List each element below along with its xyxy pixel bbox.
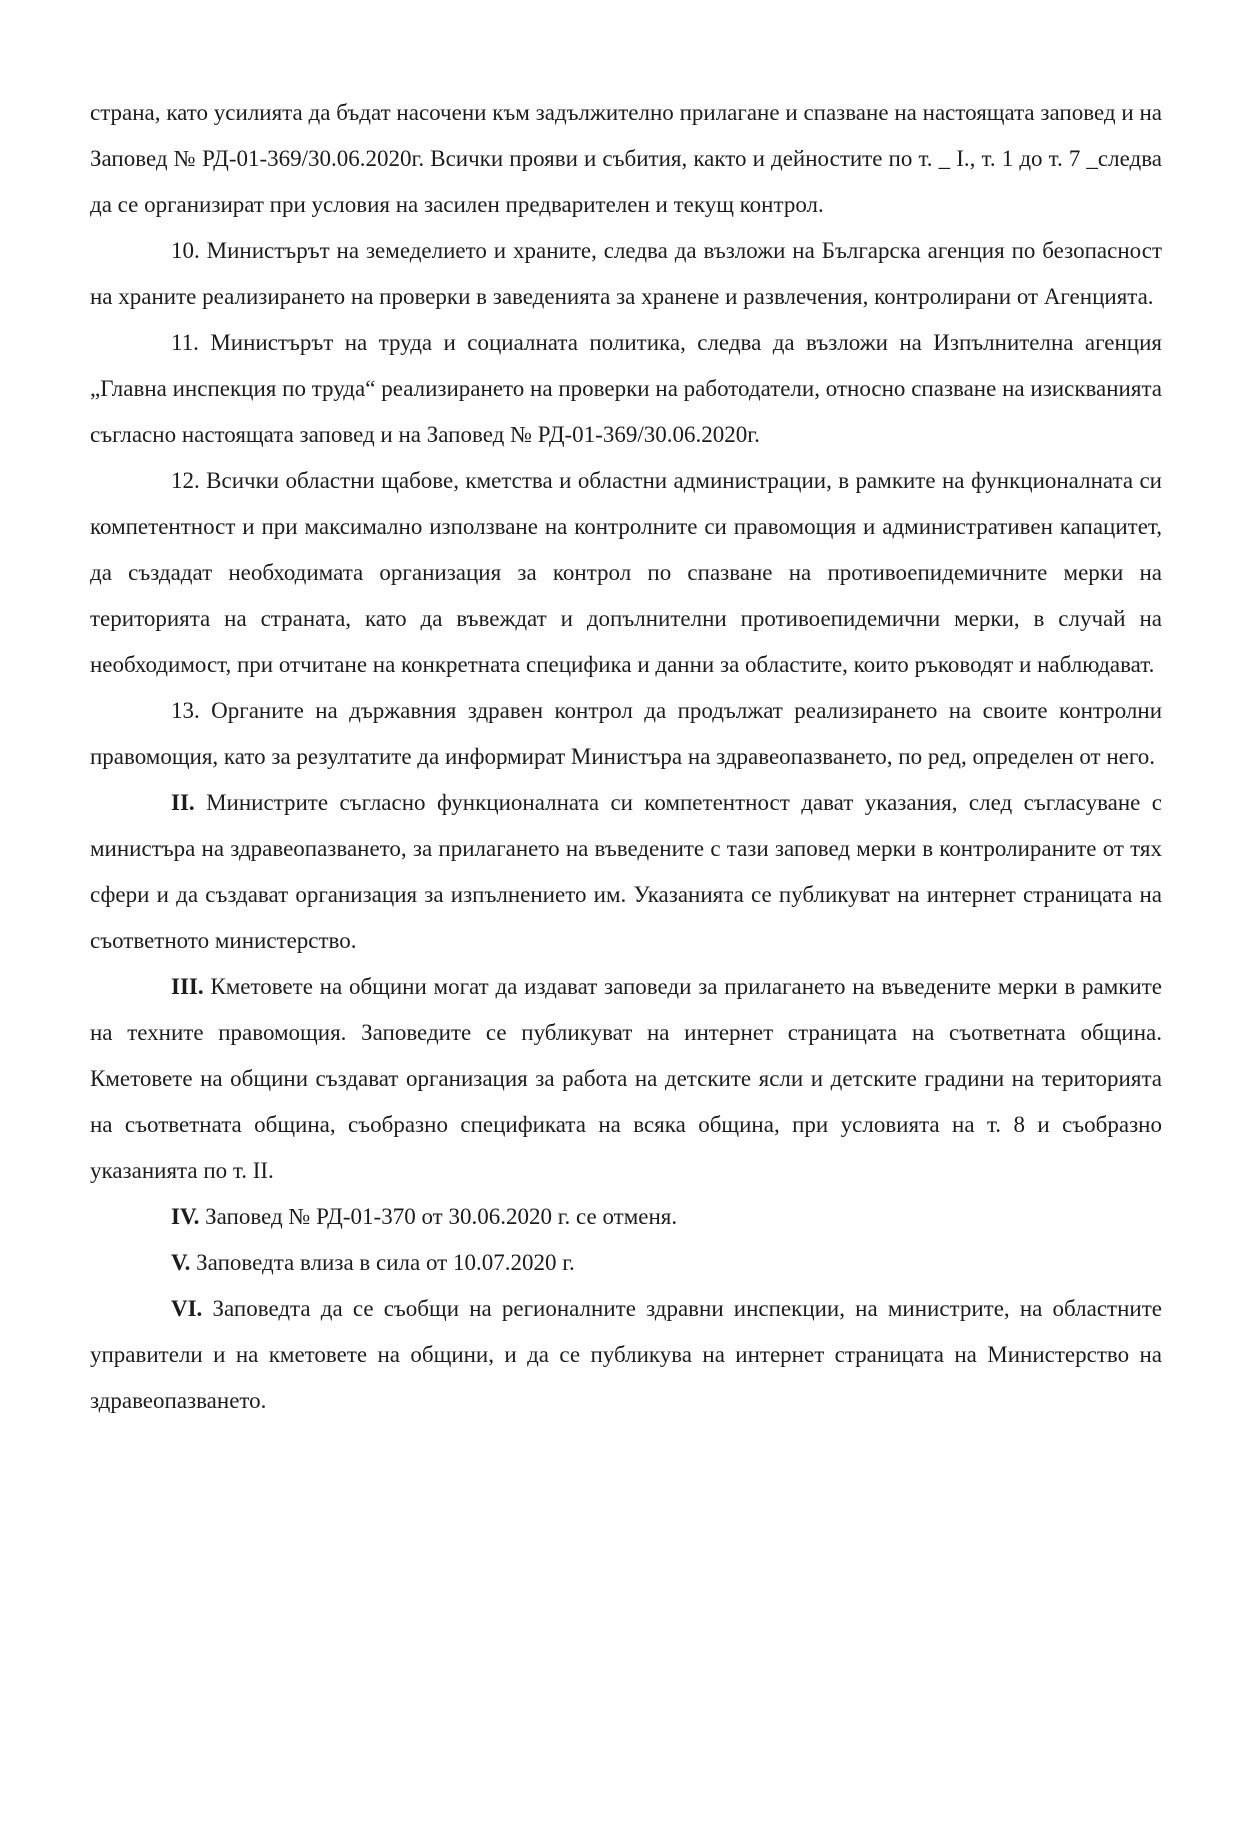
section-number: V.	[171, 1250, 191, 1275]
paragraph-text: Заповедта да се съобщи на регионалните здравни инспекции, на министрите, на областните управители и на кметовете на общини, и да се публикува на интернет страницата на Министерство на здравеопазването.	[90, 1296, 1162, 1413]
paragraph-section-III	[90, 964, 1162, 1194]
paragraph-text: 10. Министърът на земеделието и храните, следва да възложи на Българска агенция по безопасност на храните реализирането на проверки в заведенията за хранене и развлечения, контролирани от Агенцията.	[90, 238, 1162, 309]
paragraph-text: Заповед № РД-01-370 от 30.06.2020 г. се отменя.	[199, 1204, 678, 1229]
paragraph-item-12	[90, 458, 1162, 688]
paragraph-text: 13. Органите на държавния здравен контрол да продължат реализирането на своите контролни правомощия, като за резултатите да информират Министъра на здравеопазването, по ред, определен от него.	[90, 698, 1162, 769]
paragraph-section-II	[90, 780, 1162, 964]
document-page	[90, 90, 1162, 1424]
section-number: VI.	[171, 1296, 203, 1321]
paragraph-text: страна, като усилията да бъдат насочени към задължително прилагане и спазване на настоящата заповед и на Заповед № РД-01-369/30.06.2020г. Всички прояви и събития, както и дейностите по т. _ I., т. 1 до т. 7 _следва да се организират при условия на засилен предварителен и текущ контрол.	[90, 100, 1162, 217]
paragraph-continuation	[90, 90, 1162, 228]
paragraph-text: Кметовете на общини могат да издават заповеди за прилагането на въведените мерки в рамките на техните правомощия. Заповедите се публикуват на интернет страницата на съответната община. Кметовете на общини създават организация за работа на детските ясли и детските градини на територията на съответната община, съобразно спецификата на всяка община, при условията на т. 8 и съобразно указанията по т. II.	[90, 974, 1162, 1183]
paragraph-text: Министрите съгласно функционалната си компетентност дават указания, след съгласуване с министъра на здравеопазването, за прилагането на въведените с тази заповед мерки в контролираните от тях сфери и да създават организация за изпълнението им. Указанията се публикуват на интернет страницата на съответното министерство.	[90, 790, 1162, 953]
paragraph-section-VI	[90, 1286, 1162, 1424]
paragraph-text: 12. Всички областни щабове, кметства и областни администрации, в рамките на функционалната си компетентност и при максимално използване на контролните си правомощия и административен капацитет, да създадат необходимата организация за контрол по спазване на противоепидемичните мерки на територията на страната, като да въвеждат и допълнителни противоепидемични мерки, в случай на необходимост, при отчитане на конкретната специфика и данни за областите, които ръководят и наблюдават.	[90, 468, 1162, 677]
paragraph-section-IV	[90, 1194, 1162, 1240]
section-number: III.	[171, 974, 204, 999]
paragraph-text: Заповедта влиза в сила от 10.07.2020 г.	[190, 1250, 575, 1275]
paragraph-item-13	[90, 688, 1162, 780]
paragraph-text: 11. Министърът на труда и социалната политика, следва да възложи на Изпълнителна агенция „Главна инспекция по труда“ реализирането на проверки на работодатели, относно спазване на изискванията съгласно настоящата заповед и на Заповед № РД-01-369/30.06.2020г.	[90, 330, 1162, 447]
section-number: IV.	[171, 1204, 200, 1229]
paragraph-item-10	[90, 228, 1162, 320]
section-number: II.	[171, 790, 195, 815]
paragraph-item-11	[90, 320, 1162, 458]
paragraph-section-V	[90, 1240, 1162, 1286]
